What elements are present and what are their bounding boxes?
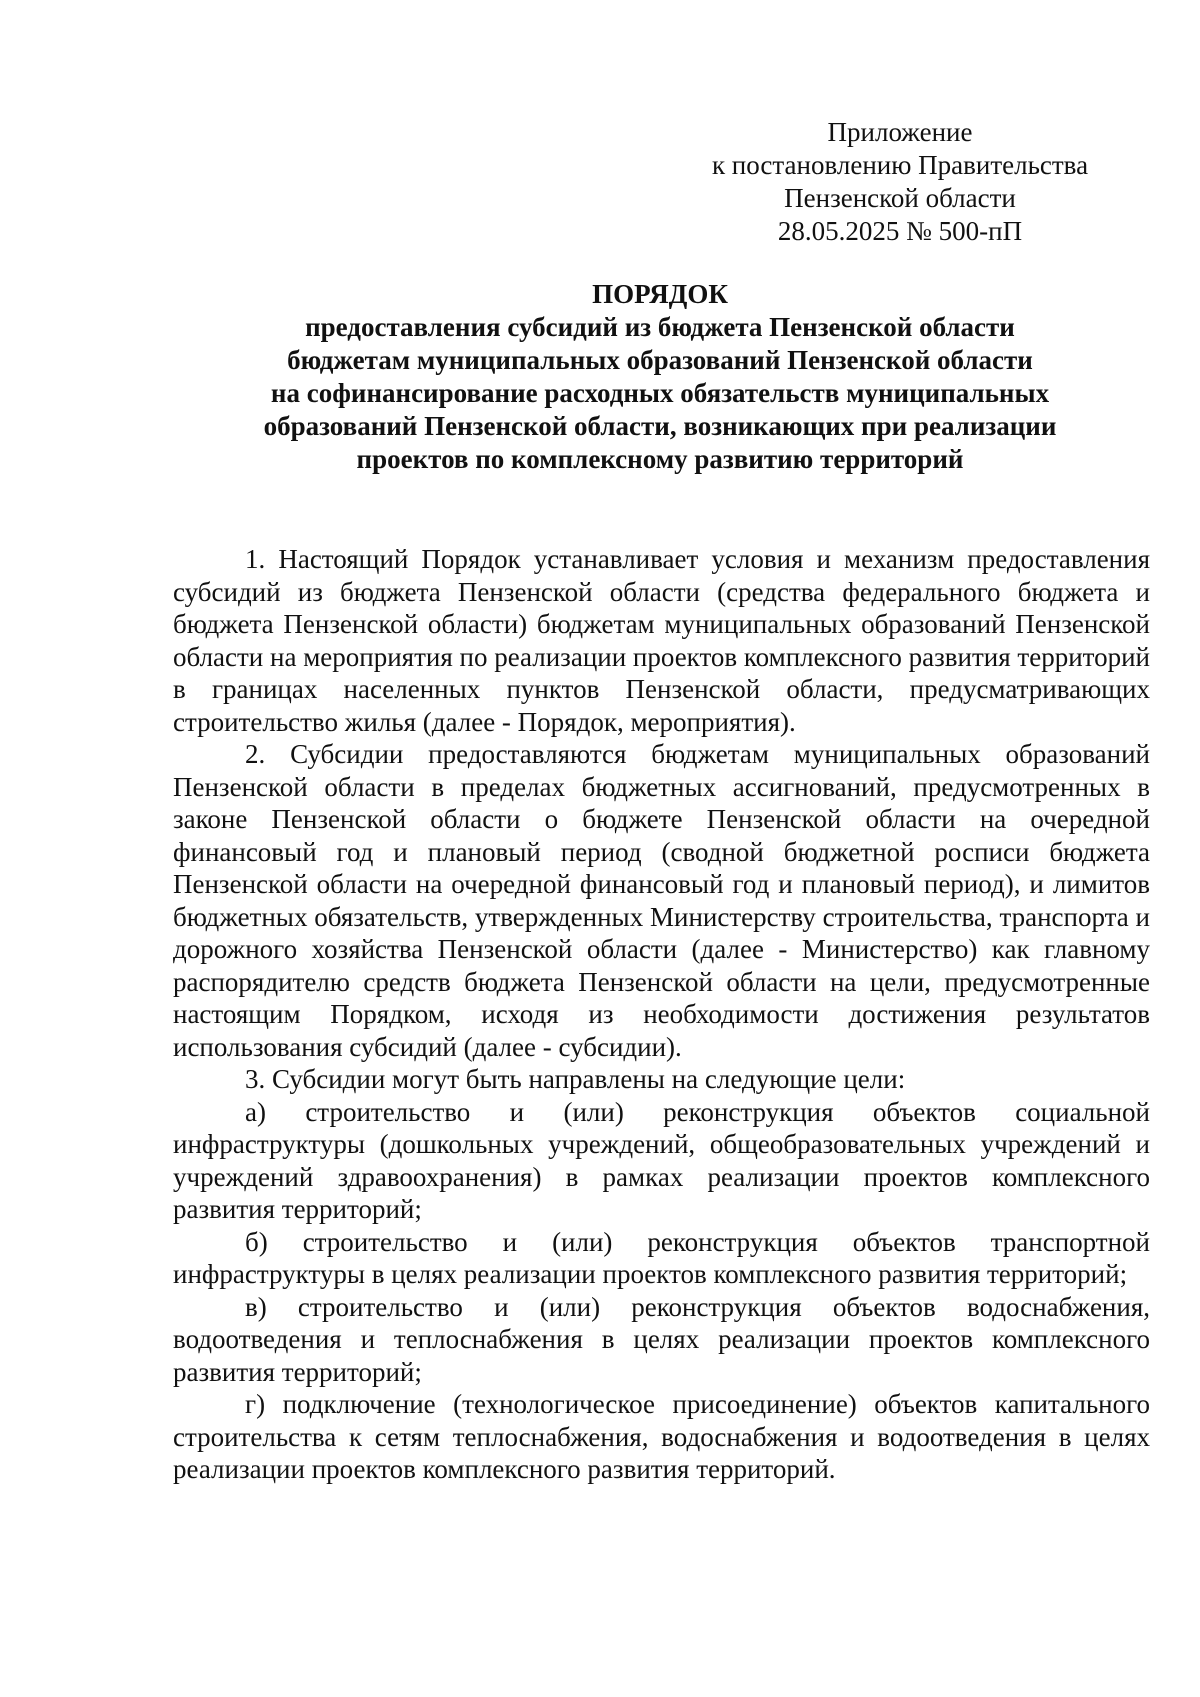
title-line-3: на софинансирование расходных обязательств муниципальных [270,378,1050,408]
paragraph-3d: г) подключение (технологическое присоединение) объектов капитального строительства к сетям теплоснабжения, водоснабжения и водоотведения в целях реализации проектов комплексного развития территорий. [173,1389,1150,1484]
paragraph-3a: а) строительство и (или) реконструкция объектов социальной инфраструктуры (дошкольных учреждений, общеобразовательных учреждений и учреждений здравоохранения) в рамках реализации проектов комплексного развития территорий; [173,1096,1150,1224]
appendix-block [680,116,1120,248]
document-title [180,278,1140,476]
title-line-4: образований Пензенской области, возникающих при реализации [263,411,1057,441]
appendix-region: Пензенской области [784,183,1016,213]
title-heading: ПОРЯДОК [592,279,728,309]
appendix-label: Приложение [827,117,973,147]
appendix-resolution-ref: к постановлению Правительства [711,150,1089,180]
paragraph-3b: б) строительство и (или) реконструкция объектов транспортной инфраструктуры в целях реализации проектов комплексного развития территорий; [173,1226,1150,1289]
title-line-5: проектов по комплексному развитию территорий [356,444,964,474]
paragraph-2: 2. Субсидии предоставляются бюджетам муниципальных образований Пензенской области в пределах бюджетных ассигнований, предусмотренных в законе Пензенской области о бюджете Пензенской области на очередной финансовый год и плановый период (сводной бюджетной росписи бюджета Пензенской области на очередной финансовый год и плановый период), и лимитов бюджетных обязательств, утвержденных Министерству строительства, транспорта и дорожного хозяйства Пензенской области (далее - Министерство) как главному распорядителю средств бюджета Пензенской области на цели, предусмотренные настоящим Порядком, исходя из необходимости достижения результатов использования субсидий (далее - субсидии). [173,739,1150,1062]
paragraph-1: 1. Настоящий Порядок устанавливает условия и механизм предоставления субсидий из бюджета Пензенской области (средства федерального бюджета и бюджета Пензенской области) бюджетам муниципальных образований Пензенской области на мероприятия по реализации проектов комплексного развития территорий в границах населенных пунктов Пензенской области, предусматривающих строительство жилья (далее - Порядок, мероприятия). [173,544,1150,737]
paragraph-3c: в) строительство и (или) реконструкция объектов водоснабжения, водоотведения и теплоснабжения в целях реализации проектов комплексного развития территорий; [173,1291,1150,1387]
document-body [173,543,1150,1486]
appendix-date-number: 28.05.2025 № 500-пП [777,216,1023,246]
title-line-1: предоставления субсидий из бюджета Пензенской области [305,312,1015,342]
paragraph-3: 3. Субсидии могут быть направлены на следующие цели: [245,1064,906,1094]
title-line-2: бюджетам муниципальных образований Пензенской области [287,345,1033,375]
